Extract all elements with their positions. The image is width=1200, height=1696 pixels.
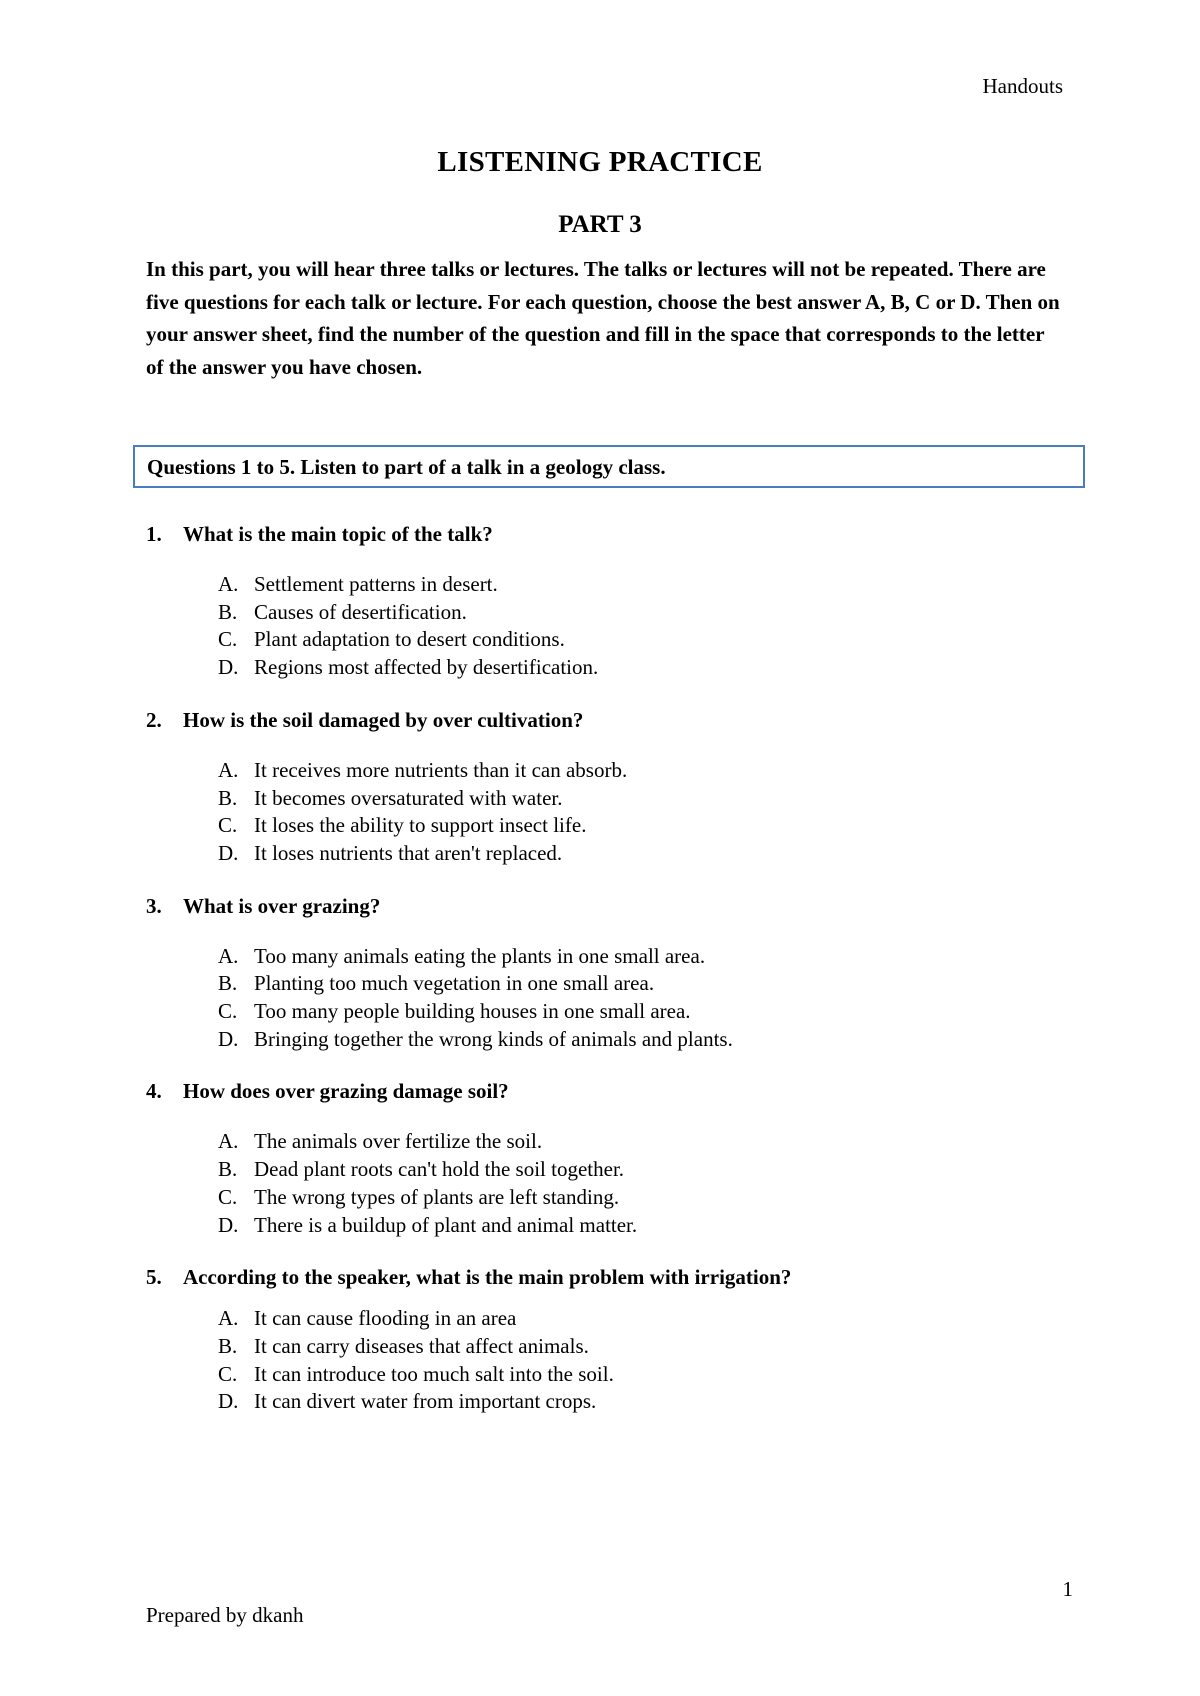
option-list	[218, 1305, 1086, 1416]
option-letter: C.	[218, 627, 238, 652]
section-heading-text: Questions 1 to 5. Listen to part of a talk in a geology class.	[147, 455, 666, 479]
option-item	[218, 840, 1086, 868]
option-text: There is a buildup of plant and animal matter.	[254, 1212, 638, 1237]
option-item	[218, 1184, 1086, 1212]
question-text	[146, 892, 1086, 920]
option-text: It receives more nutrients than it can absorb.	[254, 757, 628, 782]
option-letter: A.	[218, 757, 239, 782]
question-prompt: What is over grazing?	[183, 893, 381, 918]
option-item	[218, 571, 1086, 599]
question-3	[146, 892, 1086, 1054]
option-letter: C.	[218, 813, 238, 838]
option-text: Bringing together the wrong kinds of animals and plants.	[254, 1026, 733, 1051]
question-number: 5.	[146, 1265, 162, 1290]
option-letter: D.	[218, 1026, 239, 1051]
option-letter: C.	[218, 999, 238, 1024]
option-text: Causes of desertification.	[254, 599, 467, 624]
option-text: It can introduce too much salt into the soil.	[254, 1361, 614, 1386]
option-item	[218, 654, 1086, 682]
question-2	[146, 706, 1086, 868]
option-text: It can divert water from important crops.	[254, 1389, 597, 1414]
option-letter: C.	[218, 1361, 238, 1386]
question-prompt: According to the speaker, what is the main problem with irrigation?	[183, 1265, 792, 1290]
option-list	[218, 571, 1086, 682]
option-text: The animals over fertilize the soil.	[254, 1129, 543, 1154]
option-item	[218, 1388, 1086, 1416]
question-text	[146, 520, 1086, 548]
section-heading-box	[133, 445, 1085, 488]
option-letter: B.	[218, 1333, 238, 1358]
option-item	[218, 757, 1086, 785]
option-letter: D.	[218, 1212, 239, 1237]
option-text: Dead plant roots can't hold the soil together.	[254, 1157, 625, 1182]
option-letter: A.	[218, 943, 239, 968]
option-letter: B.	[218, 1157, 238, 1182]
question-5	[146, 1263, 1086, 1416]
option-letter: A.	[218, 572, 239, 596]
question-1	[146, 520, 1086, 682]
option-item	[218, 970, 1086, 998]
option-letter: B.	[218, 971, 238, 996]
option-list	[218, 757, 1086, 868]
question-number: 3.	[146, 893, 162, 918]
question-number: 2.	[146, 707, 162, 732]
option-text: Settlement patterns in desert.	[254, 572, 498, 596]
option-list	[218, 1128, 1086, 1239]
option-item	[218, 626, 1086, 654]
instructions-paragraph: In this part, you will hear three talks or lectures. The talks or lectures will not be repeated. There are five questions for each talk or lecture. For each question, choose the best answer A, B, C or D. Then on your answer sheet, find the number of the question and fill in the space that corresponds to the letter of the answer you have chosen.	[146, 257, 1060, 379]
option-item	[218, 1156, 1086, 1184]
option-letter: C.	[218, 1184, 238, 1209]
question-text	[146, 1263, 1086, 1291]
option-item	[218, 599, 1086, 627]
option-item	[218, 812, 1086, 840]
page-title: LISTENING PRACTICE	[437, 146, 763, 178]
option-letter: D.	[218, 655, 239, 680]
option-text: It can carry diseases that affect animals.	[254, 1333, 589, 1358]
question-number: 4.	[146, 1079, 162, 1104]
footer-credit: Prepared by dkanh	[146, 1603, 304, 1627]
option-text: It becomes oversaturated with water.	[254, 785, 563, 810]
option-item	[218, 1212, 1086, 1240]
option-item	[218, 1026, 1086, 1054]
question-prompt: How is the soil damaged by over cultivation?	[183, 707, 584, 732]
question-number: 1.	[146, 522, 162, 546]
option-text: It can cause flooding in an area	[254, 1306, 517, 1331]
option-text: The wrong types of plants are left standing.	[254, 1184, 620, 1209]
question-list	[146, 520, 1086, 1416]
option-letter: A.	[218, 1306, 239, 1331]
option-item	[218, 998, 1086, 1026]
option-letter: B.	[218, 599, 238, 624]
option-letter: D.	[218, 840, 239, 865]
option-item	[218, 1333, 1086, 1361]
question-prompt: How does over grazing damage soil?	[183, 1079, 509, 1104]
option-item	[218, 1361, 1086, 1389]
question-text	[146, 1077, 1086, 1105]
question-text	[146, 706, 1086, 734]
option-text: Regions most affected by desertification.	[254, 655, 599, 680]
option-letter: D.	[218, 1389, 239, 1414]
question-prompt: What is the main topic of the talk?	[183, 522, 493, 546]
option-text: It loses the ability to support insect life.	[254, 813, 587, 838]
option-text: Plant adaptation to desert conditions.	[254, 627, 565, 652]
option-text: Too many people building houses in one small area.	[254, 999, 691, 1024]
page-number: 1	[1062, 1577, 1073, 1601]
option-text: It loses nutrients that aren't replaced.	[254, 840, 563, 865]
option-letter: B.	[218, 785, 238, 810]
option-item	[218, 1128, 1086, 1156]
option-item	[218, 943, 1086, 971]
header-label: Handouts	[982, 74, 1063, 98]
option-text: Planting too much vegetation in one small area.	[254, 971, 655, 996]
option-letter: A.	[218, 1129, 239, 1154]
option-text: Too many animals eating the plants in one small area.	[254, 943, 706, 968]
option-list	[218, 943, 1086, 1054]
option-item	[218, 1305, 1086, 1333]
option-item	[218, 785, 1086, 813]
part-heading: PART 3	[558, 211, 642, 238]
question-4	[146, 1077, 1086, 1239]
